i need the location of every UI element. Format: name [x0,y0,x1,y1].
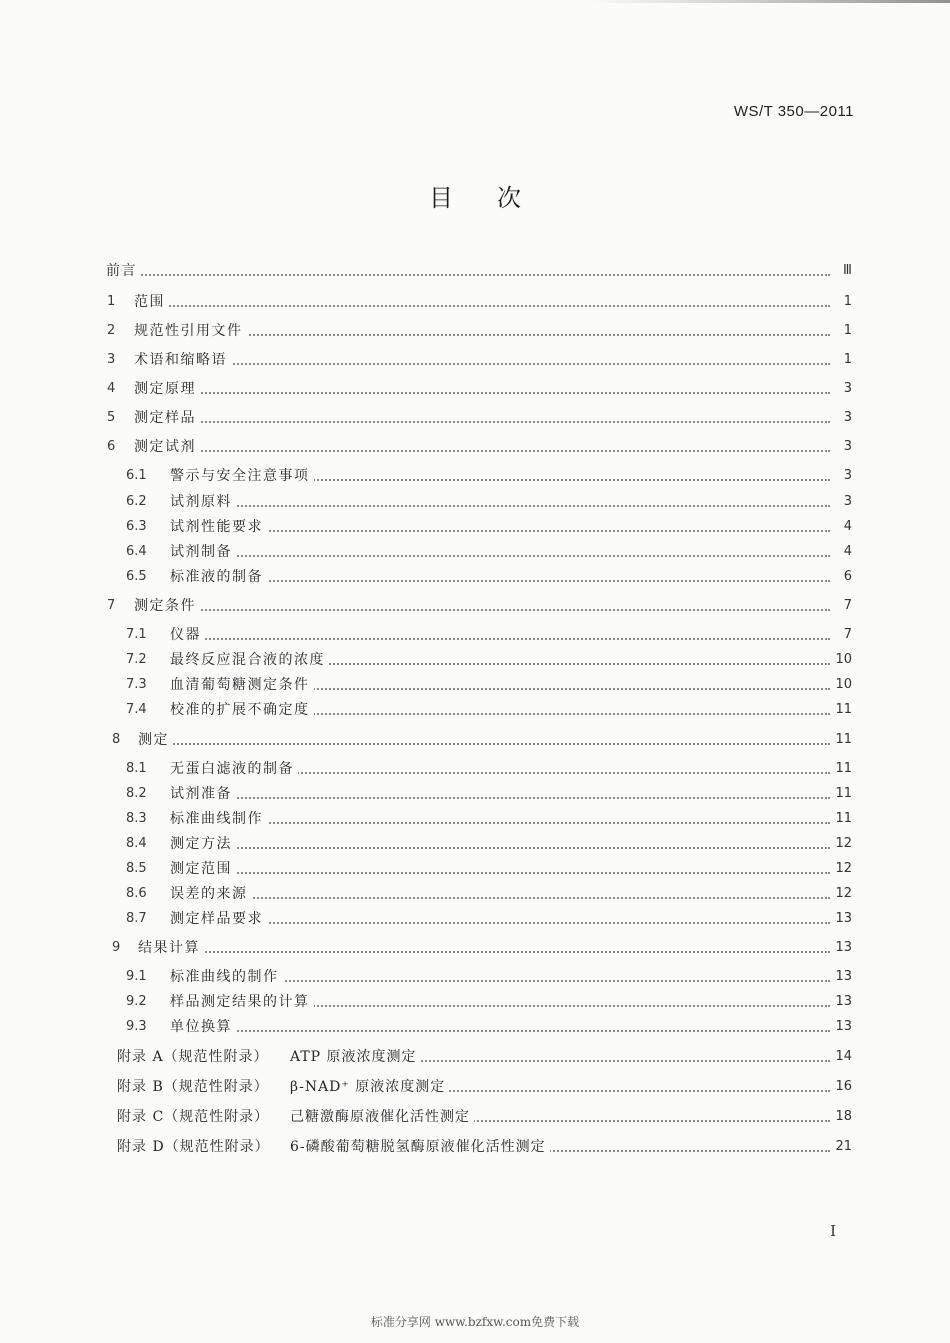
page-number: I [830,1222,836,1240]
toc-entry-title: 测定条件 [134,595,200,615]
toc-entry-page: 3 [840,410,852,425]
dot-leader [170,504,830,507]
toc-entry-number: 1 [107,293,116,309]
toc-entry-page: 11 [831,786,852,801]
toc-entry[interactable] [0,289,950,313]
toc-entry-page: 11 [831,702,852,717]
toc-entry-number: 7.4 [126,701,147,717]
toc-entry[interactable] [0,514,950,538]
toc-entry-title: 仪器 [170,624,205,644]
toc-entry-title: 测定样品要求 [170,908,267,928]
toc-entry-number: 8 [112,731,121,747]
toc-entry-number: 6.1 [126,467,147,483]
toc-entry-number: 9.1 [126,968,147,984]
dot-leader [170,821,830,824]
toc-entry-page: 7 [840,627,852,642]
toc-entry-number: 8.4 [126,835,147,851]
toc-entry-number: 6.2 [126,493,147,509]
dot-leader [134,449,830,452]
dot-leader [170,637,830,640]
toc-entry-number: 7 [107,597,116,613]
toc-appendix-entry[interactable] [0,1074,950,1098]
toc-entry-title: 血清葡萄糖测定条件 [170,674,314,694]
toc-entry-page: 13 [831,940,852,955]
dot-leader [170,529,830,532]
toc-entry-page: 3 [840,468,852,483]
toc-entry[interactable] [0,463,950,487]
toc-entry-title: 测定样品 [134,407,200,427]
appendix-page: 14 [831,1049,852,1064]
toc-entry-number: 6 [107,438,116,454]
toc-entry-title: 样品测定结果的计算 [170,991,314,1011]
toc-entry-number: 3 [107,351,116,367]
dot-leader [106,273,830,276]
toc-entry-number: 9 [112,939,121,955]
dot-leader [138,950,830,953]
toc-entry-title: 单位换算 [170,1016,236,1036]
toc-entry[interactable] [0,697,950,721]
toc-entry[interactable] [0,831,950,855]
dot-leader [134,608,830,611]
toc-entry-title: 规范性引用文件 [134,320,247,340]
toc-entry-title: 测定 [138,729,173,749]
toc-entry-title: 标准曲线制作 [170,808,267,828]
toc-entry-page: 12 [831,886,852,901]
toc-entry-title: 术语和缩略语 [134,349,231,369]
toc-entry[interactable] [0,564,950,588]
toc-entry[interactable] [0,856,950,880]
page-title: 目次 [429,184,565,212]
toc-entry-title: 测定原理 [134,378,200,398]
toc-entry-title: 试剂准备 [170,783,236,803]
toc-appendix-entry[interactable] [0,1044,950,1068]
appendix-title: ATP 原液浓度测定 [290,1046,421,1066]
toc-entry-number: 9.2 [126,993,147,1009]
toc-entry-number: 7.2 [126,651,147,667]
toc-entry[interactable] [0,756,950,780]
appendix-label: 附录 A（规范性附录） [117,1049,269,1065]
toc-entry-page: 13 [831,911,852,926]
document-code: WS/T 350—2011 [733,103,854,120]
toc-entry[interactable] [0,806,950,830]
toc-entry-title: 标准曲线的制作 [170,966,283,986]
toc-entry[interactable] [0,964,950,988]
toc-entry-page: 7 [840,598,852,613]
toc-entry-page: 1 [840,323,852,338]
toc-entry-number: 8.5 [126,860,147,876]
toc-entry-page: 11 [831,761,852,776]
dot-leader [138,742,830,745]
toc-entry[interactable] [0,906,950,930]
toc-entry[interactable] [0,489,950,513]
footer-watermark: 标准分享网 www.bzfxw.com免费下载 [370,1315,580,1329]
toc-entry[interactable] [0,622,950,646]
toc-entry[interactable] [0,258,950,282]
toc-entry-title: 测定方法 [170,833,236,853]
toc-entry[interactable] [0,593,950,617]
dot-leader [134,304,830,307]
toc-entry[interactable] [0,434,950,458]
appendix-title: 己糖激酶原液催化活性测定 [290,1106,474,1126]
dot-leader [170,871,830,874]
toc-entry-number: 2 [107,322,116,338]
dot-leader [134,420,830,423]
toc-entry-number: 8.7 [126,910,147,926]
toc-entry-page: 13 [831,969,852,984]
appendix-label: 附录 D（规范性附录） [117,1139,270,1155]
toc-entry[interactable] [0,1014,950,1038]
toc-entry-page: 11 [831,732,852,747]
toc-entry-title: 范围 [134,291,169,311]
toc-entry[interactable] [0,781,950,805]
toc-entry-title: 无蛋白滤液的制备 [170,758,298,778]
appendix-title: 6-磷酸葡萄糖脱氢酶原液催化活性测定 [290,1136,550,1156]
toc-entry-number: 5 [107,409,116,425]
toc-entry[interactable] [0,647,950,671]
toc-appendix-entry[interactable] [0,1134,950,1158]
dot-leader [170,896,830,899]
toc-entry-number: 4 [107,380,116,396]
toc-entry-page: 6 [840,569,852,584]
toc-entry-title: 测定范围 [170,858,236,878]
toc-entry-page: 1 [840,352,852,367]
appendix-title: β-NAD⁺ 原液浓度测定 [290,1076,449,1096]
toc-entry[interactable] [0,347,950,371]
toc-entry[interactable] [0,727,950,751]
toc-entry-number: 9.3 [126,1018,147,1034]
toc-entry-number: 7.3 [126,676,147,692]
toc-entry-title: 试剂制备 [170,541,236,561]
toc-entry[interactable] [0,376,950,400]
toc-entry[interactable] [0,672,950,696]
toc-entry-title: 试剂性能要求 [170,516,267,536]
toc-entry[interactable] [0,989,950,1013]
dot-leader [170,1029,830,1032]
toc-entry-page: 10 [831,652,852,667]
appendix-page: 16 [831,1079,852,1094]
toc-entry-page: 3 [840,381,852,396]
toc-entry-title: 误差的来源 [170,883,252,903]
appendix-page: 18 [831,1109,852,1124]
toc-entry-page: 12 [831,861,852,876]
toc-entry-number: 8.3 [126,810,147,826]
dot-leader [170,796,830,799]
toc-entry-page: 12 [831,836,852,851]
toc-entry[interactable] [0,539,950,563]
toc-entry-number: 8.2 [126,785,147,801]
toc-entry-number: 6.5 [126,568,147,584]
appendix-label: 附录 C（规范性附录） [117,1109,270,1125]
toc-entry[interactable] [0,881,950,905]
toc-entry-number: 6.3 [126,518,147,534]
toc-entry-page: Ⅲ [839,263,852,278]
toc-entry-page: 13 [831,1019,852,1034]
toc-entry-number: 8.6 [126,885,147,901]
toc-entry-title: 校准的扩展不确定度 [170,699,314,719]
toc-entry[interactable] [0,318,950,342]
toc-entry-title: 前言 [106,260,141,280]
toc-entry-title: 警示与安全注意事项 [170,465,314,485]
dot-leader [170,554,830,557]
appendix-label: 附录 B（规范性附录） [117,1079,269,1095]
toc-entry-page: 10 [831,677,852,692]
toc-entry-title: 最终反应混合液的浓度 [170,649,329,669]
toc-entry[interactable] [0,405,950,429]
toc-entry[interactable] [0,935,950,959]
toc-entry-title: 标准液的制备 [170,566,267,586]
toc-entry-title: 试剂原料 [170,491,236,511]
appendix-page: 21 [831,1139,852,1154]
toc-entry-page: 4 [840,544,852,559]
dot-leader [170,921,830,924]
toc-entry-page: 1 [840,294,852,309]
toc-entry-title: 测定试剂 [134,436,200,456]
toc-entry-page: 11 [831,811,852,826]
toc-entry-page: 13 [831,994,852,1009]
toc-entry-page: 4 [840,519,852,534]
toc-entry-title: 结果计算 [138,937,204,957]
toc-entry-page: 3 [840,494,852,509]
dot-leader [170,579,830,582]
toc-entry-page: 3 [840,439,852,454]
dot-leader [170,846,830,849]
toc-entry-number: 8.1 [126,760,147,776]
toc-entry-number: 6.4 [126,543,147,559]
dot-leader [134,391,830,394]
toc-entry-number: 7.1 [126,626,147,642]
toc-appendix-entry[interactable] [0,1104,950,1128]
dot-leader [134,362,830,365]
